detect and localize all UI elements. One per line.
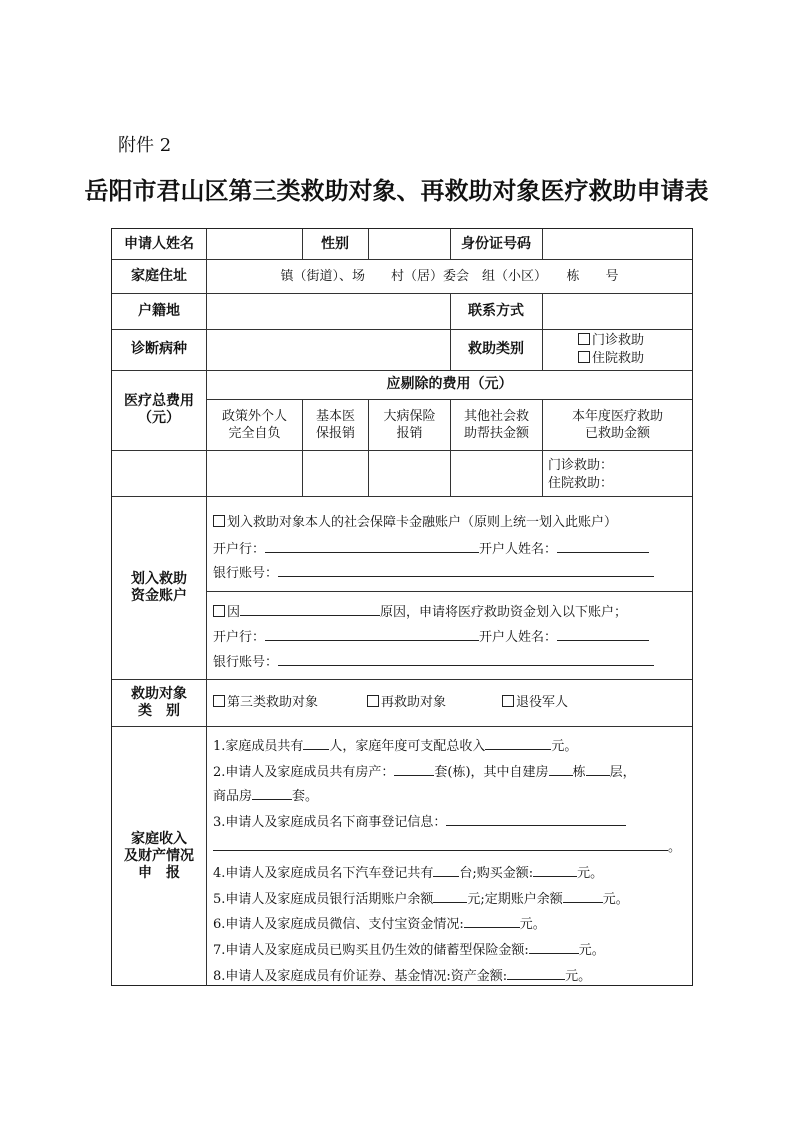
checkbox-icon <box>578 351 590 363</box>
assets-line-1[interactable]: 1.家庭成员共有 人，家庭年度可支配总收入 元。 <box>213 736 577 755</box>
assets-line-3b[interactable]: 。 <box>213 837 681 856</box>
diagnosis-field[interactable] <box>207 329 450 370</box>
household-label: 户籍地 <box>138 302 180 319</box>
assets-line-3[interactable]: 3.申请人及家庭成员名下商事登记信息： <box>213 812 626 831</box>
assets-line-4[interactable]: 4.申请人及家庭成员名下汽车登记共有 台;购买金额: 元。 <box>213 863 603 882</box>
attachment-label: 附件 2 <box>118 135 172 156</box>
assets-line-6[interactable]: 6.申请人及家庭成员微信、支付宝资金情况: 元。 <box>213 914 546 933</box>
account-label: 划入救助 资金账户 <box>131 570 187 604</box>
account-option-2[interactable]: 因 原因，申请将医疗救助资金划入以下账户； <box>213 602 627 621</box>
inpatient-amount-label: 住院救助： <box>548 476 614 491</box>
account-option-1[interactable]: 划入救助对象本人的社会保障卡金融账户（原则上统一划入此账户） <box>213 514 617 531</box>
total-cost-label: 医疗总费用 （元） <box>124 393 194 426</box>
checkbox-icon <box>367 695 379 707</box>
gender-field[interactable] <box>369 229 450 259</box>
outpatient-amount-label: 门诊救助： <box>548 458 614 473</box>
assets-line-8[interactable]: 8.申请人及家庭成员有价证券、基金情况:资产金额: 元。 <box>213 966 591 985</box>
application-form-table <box>111 228 693 986</box>
assist-type-label: 救助类别 <box>468 341 524 357</box>
address-field[interactable]: 镇（街道）、场 村（居）委会 组（小区） 栋 号 <box>280 268 619 284</box>
assets-line-2b[interactable]: 商品房 套。 <box>213 786 318 805</box>
diagnosis-label: 诊断病种 <box>131 341 187 357</box>
address-label: 家庭住址 <box>131 267 187 284</box>
col-other-assistance: 其他社会救 助帮扶金额 <box>463 409 529 441</box>
account-1-number-row[interactable]: 银行账号： <box>213 563 654 582</box>
col-annual-assistance: 本年度医疗救助 已救助金额 <box>571 409 663 441</box>
category-option-reassist[interactable]: 再救助对象 <box>367 694 446 711</box>
col-critical-insurance: 大病保险 报销 <box>383 409 436 441</box>
category-option-third[interactable]: 第三类救助对象 <box>213 694 318 711</box>
deduct-header: 应剔除的费用（元） <box>386 376 513 392</box>
gender-label: 性别 <box>321 235 349 252</box>
assets-line-7[interactable]: 7.申请人及家庭成员已购买且仍生效的储蓄型保险金额: 元。 <box>213 940 605 959</box>
applicant-name-field[interactable] <box>207 229 302 259</box>
contact-field[interactable] <box>543 293 692 329</box>
checkbox-icon <box>213 695 225 707</box>
id-number-label: 身份证号码 <box>461 235 531 252</box>
col-self-pay: 政策外个人 完全自负 <box>221 409 287 441</box>
account-2-number-row[interactable]: 银行账号： <box>213 652 654 671</box>
checkbox-icon <box>578 333 590 345</box>
checkbox-icon <box>213 605 225 617</box>
checkbox-icon <box>213 515 225 527</box>
checkbox-icon <box>502 695 514 707</box>
assets-line-2[interactable]: 2.申请人及家庭成员共有房产： 套(栋)，其中自建房 栋 层， <box>213 762 636 781</box>
col-basic-insurance: 基本医 保报销 <box>315 409 355 441</box>
account-1-bank-row[interactable]: 开户行： 开户人姓名： <box>213 539 649 558</box>
account-2-bank-row[interactable]: 开户行： 开户人姓名： <box>213 627 649 646</box>
page-title: 岳阳市君山区第三类救助对象、再救助对象医疗救助申请表 <box>84 176 709 205</box>
assets-label: 家庭收入 及财产情况 申 报 <box>124 830 194 881</box>
category-label: 救助对象 类 别 <box>131 685 187 719</box>
applicant-name-label: 申请人姓名 <box>124 235 194 252</box>
category-option-veteran[interactable]: 退役军人 <box>502 694 568 711</box>
id-number-field[interactable] <box>543 229 692 259</box>
assets-line-5[interactable]: 5.申请人及家庭成员银行活期账户余额 元;定期账户余额 元。 <box>213 889 629 908</box>
household-field[interactable] <box>207 293 450 329</box>
contact-label: 联系方式 <box>468 302 524 319</box>
outpatient-option[interactable]: 门诊救助 <box>578 332 644 349</box>
inpatient-option[interactable]: 住院救助 <box>578 350 644 367</box>
